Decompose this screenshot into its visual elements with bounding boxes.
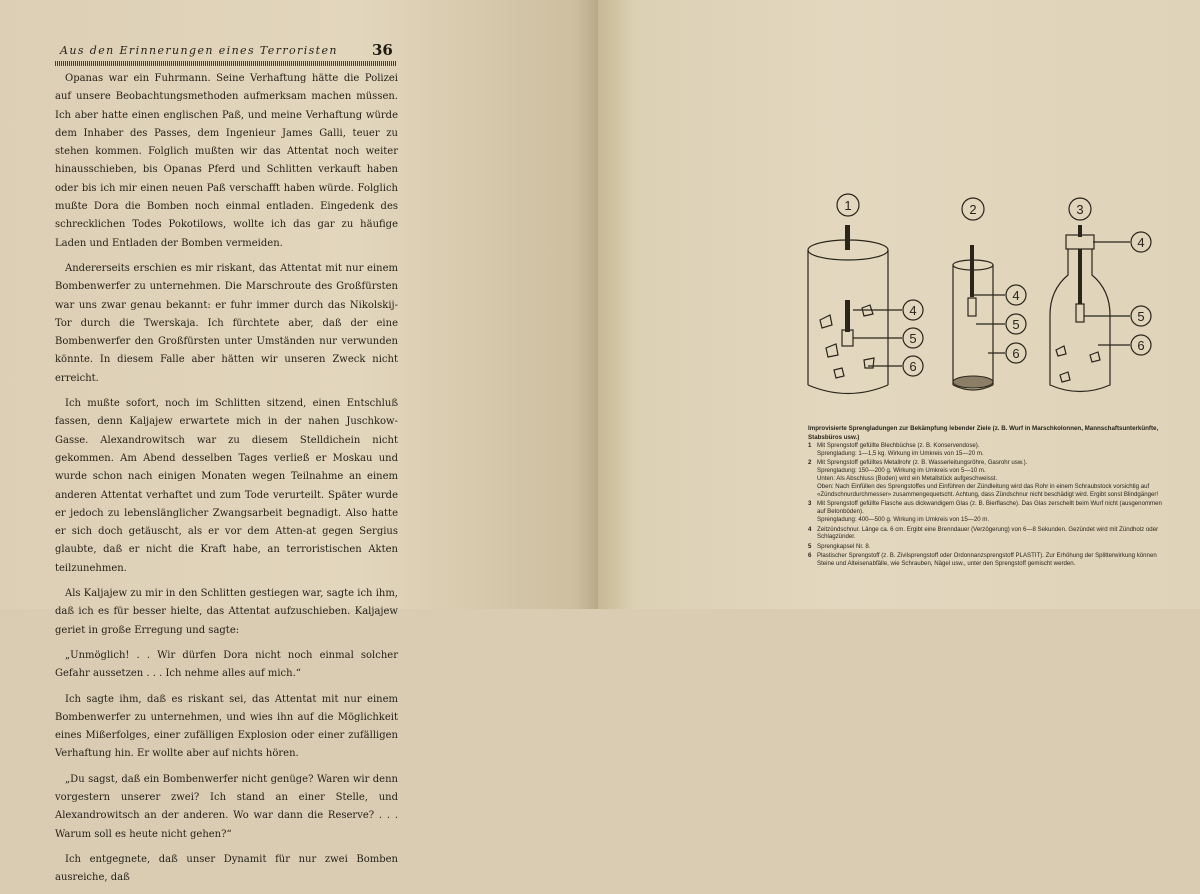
diagram-item-can <box>808 194 923 394</box>
legend-line: Oben: Nach Einfüllen des Sprengstoffes und Einführen der Zündleitung wird das Rohr in einem Schraubstock vorsichtig auf «Zündschnurdurchmesser» zusammengequetscht. Achtung, dass Zündschnur nicht beschädigt wird. Ergibt sonst Blindgänger! <box>817 483 1159 498</box>
legend-line: Mit Sprengstoff gefüllte Flasche aus dickwandigem Glas (z. B. Bierflasche). Das Glas zerschellt beim Wurf nicht (ausgenommen auf Betonböden). <box>817 500 1162 516</box>
figure-number: 1 <box>844 198 852 213</box>
legend-line: Mit Sprengstoff gefülltes Metallrohr (z. B. Wasserleitungsröhre, Gasrohr usw.). <box>817 459 1028 467</box>
paragraph: Ich entgegnete, daß unser Dynamit für nur zwei Bomben ausreiche, daß <box>55 853 398 884</box>
callout-number: 5 <box>1012 317 1020 332</box>
legend-item <box>808 459 1164 499</box>
paragraph: „Du sagst, daß ein Bombenwerfer nicht genüge? Waren wir denn vorgestern unserer zwei? Ich stand an einer Stelle, und Alexandrowitsch an der anderen. Wo war dann die Reserve? . . . Warum soll es heute nicht gehen?“ <box>55 773 398 840</box>
legend-number: 5 <box>808 542 812 550</box>
legend-line: Plastischer Sprengstoff (z. B. Zivilsprengstoff oder Ordonnanzsprengstoff PLASTIT). Zur Erhöhung der Splitterwirkung können Steine und Alteisenabfälle, wie Schrauben, Nägel usw., unter den Sprengstoff gemischt werden. <box>817 552 1157 568</box>
callout-number: 6 <box>1012 346 1020 361</box>
legend-number: 3 <box>808 500 812 508</box>
legend-item <box>808 442 1164 458</box>
callout-number: 6 <box>909 359 917 374</box>
paragraph: „Unmöglich! . . Wir dürfen Dora nicht noch einmal solcher Gefahr aussetzen . . . Ich nehme alles auf mich.“ <box>55 649 398 680</box>
page-number: 36 <box>372 41 393 59</box>
legend-line: Zeitzündschnur. Länge ca. 6 cm. Ergibt eine Brenndauer (Verzögerung) von 6—8 Sekunden. Gezündet wird mit Zündholz oder Schlagzünder. <box>817 525 1159 541</box>
paragraph: Opanas war ein Fuhrmann. Seine Verhaftung hätte die Polizei auf unsere Beobachtungsmethoden aufmerksam machen müssen. Ich aber hatte einen englischen Paß, und meine Verhaftung würde dem Inhaber des Passes, dem Ingenieur James Galli, teuer zu stehen kommen. Folglich mußten wir das Attentat noch weiter hinausschieben, bis Opanas Pferd und Schlitten verkauft haben oder bis ich mir einen neuen Paß verschafft haben würde. Folglich mußte Dora die Bomben noch einmal entladen. Eingedenk des schrecklichen Todes Pokotilows, wollte ich das gar zu häufige Laden und Entladen der Bomben vermeiden. <box>55 73 398 249</box>
figure-legend <box>808 442 1164 570</box>
running-head: Aus den Erinnerungen eines Terroristen <box>60 44 338 57</box>
paragraph: Andererseits erschien es mir riskant, das Attentat mit nur einem Bombenwerfer zu unternehmen. Die Marschroute des Großfürsten war uns zwar genau bekannt: er fuhr immer durch das Nikolskij-Tor durch die Twerskaja. Ich fürchtete aber, daß der eine Bombenwerfer den Großfürsten unter Umständen nur verwunden könnte. In diesem Falle aber hätten wir unseren Zweck nicht erreicht. <box>55 262 398 384</box>
figure-number: 3 <box>1076 202 1084 217</box>
right-page <box>598 0 1200 609</box>
legend-line: Sprengkapsel Nr. 8. <box>817 542 871 550</box>
figure-caption-title: Improvisierte Sprengladungen zur Bekämpfung lebender Ziele (z. B. Wurf in Marschkolonnen, Mannschaftsunterkünfte, Stabsbüros usw.) <box>808 425 1159 441</box>
diagram-item-pipe <box>953 198 1026 390</box>
legend-number: 4 <box>808 525 812 533</box>
callout-number: 6 <box>1137 338 1145 353</box>
legend-number: 2 <box>808 459 812 467</box>
legend-line: Sprengladung: 150—200 g. Wirkung im Umkreis von 5—10 m. <box>817 467 986 475</box>
legend-item <box>808 543 1164 551</box>
legend-item <box>808 552 1164 568</box>
callout-number: 5 <box>1137 309 1145 324</box>
paragraph: Als Kaljajew zu mir in den Schlitten gestiegen war, sagte ich ihm, daß ich es für besser hielte, das Attentat aufzuschieben. Kaljajew geriet in große Erregung und sagte: <box>55 588 398 636</box>
callout-number: 4 <box>1137 235 1145 250</box>
explosive-diagram <box>798 190 1158 410</box>
left-page <box>0 0 598 884</box>
legend-line: Unten: Als Abschluss (Boden) wird ein Metallstück aufgeschweisst. <box>817 475 998 483</box>
callout-number: 5 <box>909 331 917 346</box>
legend-line: Mit Sprengstoff gefüllte Blechbüchse (z. B. Konservendose). <box>817 442 980 449</box>
diagram-item-bottle <box>1050 198 1151 392</box>
legend-number: 6 <box>808 552 812 560</box>
paragraph: Ich mußte sofort, noch im Schlitten sitzend, einen Entschluß fassen, denn Kaljajew erwartete mich in der nahen Juschkow-Gasse. Alexandrowitsch war zu diesem Stelldichein nicht gekommen. Am Abend desselben Tages verließ er Moskau und wurde schon nach einigen Monaten wegen Teilnahme an einem anderen Attentat verhaftet und zum Tode verurteilt. Später wurde er jedoch zu lebenslänglicher Zwangsarbeit begnadigt. Also hatte er sich doch getäuscht, als er vor dem Atten-at gegen Sergius glaubte, daß er nicht die Kraft habe, an terroristischen Akten teilzunehmen. <box>55 398 398 574</box>
legend-line: Sprengladung: 1—1,5 kg. Wirkung im Umkreis von 15—20 m. <box>817 449 984 457</box>
header-rule <box>55 61 397 66</box>
legend-number: 1 <box>808 442 812 449</box>
callout-number: 4 <box>909 303 917 318</box>
text-column <box>55 70 398 894</box>
callout-number: 4 <box>1012 288 1020 303</box>
legend-item <box>808 500 1164 524</box>
legend-item <box>808 526 1164 542</box>
figure-number: 2 <box>969 202 977 217</box>
legend-line: Sprengladung: 400—500 g. Wirkung im Umkreis von 15—20 m. <box>817 516 990 524</box>
paragraph: Ich sagte ihm, daß es riskant sei, das Attentat mit nur einem Bombenwerfer zu unternehmen, und wies ihn auf die Möglichkeit eines Mißerfolges, einer zufälligen Explosion oder einer zufälligen Verhaftung hin. Er wollte aber auf nichts hören. <box>55 693 398 760</box>
